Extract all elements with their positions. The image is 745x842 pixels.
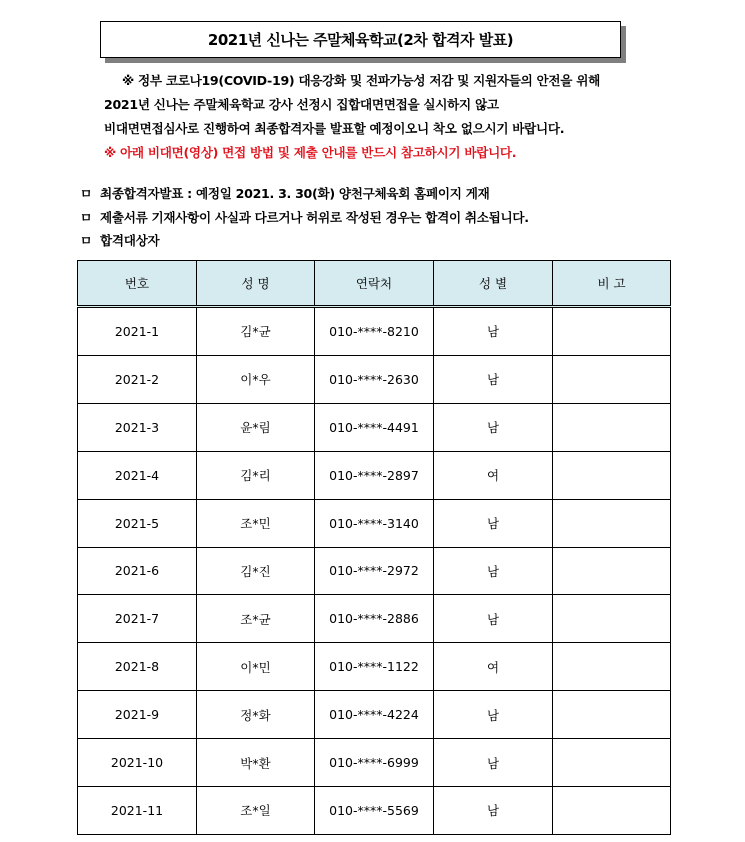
cell-number: 2021-10 bbox=[78, 739, 197, 787]
cell-gender: 남 bbox=[434, 595, 553, 643]
table-row bbox=[78, 595, 671, 643]
cell-contact: 010-****-2886 bbox=[315, 595, 434, 643]
table-row bbox=[78, 547, 671, 595]
table-row bbox=[78, 355, 671, 403]
cell-remarks bbox=[553, 451, 671, 499]
cell-name: 윤*림 bbox=[197, 403, 315, 451]
cell-gender: 남 bbox=[434, 691, 553, 739]
cell-number: 2021-2 bbox=[78, 355, 197, 403]
header-name: 성 명 bbox=[197, 261, 315, 307]
cell-contact: 010-****-4491 bbox=[315, 403, 434, 451]
cell-name: 조*일 bbox=[197, 786, 315, 834]
notice-line-3: 비대면면접심사로 진행하여 최종합격자를 발표할 예정이오니 착오 없으시기 바랍니다. bbox=[104, 121, 565, 136]
table-row bbox=[78, 739, 671, 787]
notice-line-2: 2021년 신나는 주말체육학교 강사 선정시 집합대면면접을 실시하지 않고 bbox=[104, 97, 499, 112]
cell-name: 정*화 bbox=[197, 691, 315, 739]
cell-gender: 남 bbox=[434, 499, 553, 547]
table-row bbox=[78, 403, 671, 451]
cell-number: 2021-1 bbox=[78, 307, 197, 356]
cell-name: 이*민 bbox=[197, 643, 315, 691]
bullet-icon: ㅁ bbox=[80, 209, 92, 225]
cell-remarks bbox=[553, 739, 671, 787]
successful-applicants-table bbox=[77, 260, 671, 835]
cell-name: 김*균 bbox=[197, 307, 315, 356]
cell-gender: 남 bbox=[434, 786, 553, 834]
cell-contact: 010-****-3140 bbox=[315, 499, 434, 547]
cell-name: 김*진 bbox=[197, 547, 315, 595]
notice-line-1: ※ 정부 코로나19(COVID-19) 대응강화 및 전파가능성 저감 및 지원자들의 안전을 위해 bbox=[122, 73, 600, 88]
cell-gender: 남 bbox=[434, 355, 553, 403]
cell-number: 2021-5 bbox=[78, 499, 197, 547]
info-item-targets bbox=[80, 229, 720, 253]
cell-contact: 010-****-1122 bbox=[315, 643, 434, 691]
header-contact: 연락처 bbox=[315, 261, 434, 307]
cell-contact: 010-****-8210 bbox=[315, 307, 434, 356]
info-item-announcement bbox=[80, 182, 720, 206]
cell-contact: 010-****-5569 bbox=[315, 786, 434, 834]
cell-gender: 남 bbox=[434, 307, 553, 356]
table-header-row bbox=[78, 261, 671, 307]
table-row bbox=[78, 307, 671, 356]
bullet-icon: ㅁ bbox=[80, 233, 92, 248]
header-gender: 성 별 bbox=[434, 261, 553, 307]
cell-number: 2021-8 bbox=[78, 643, 197, 691]
cell-contact: 010-****-4224 bbox=[315, 691, 434, 739]
cell-remarks bbox=[553, 307, 671, 356]
cell-contact: 010-****-2972 bbox=[315, 547, 434, 595]
info-item-text: 제출서류 기재사항이 사실과 다르거나 허위로 작성된 경우는 합격이 취소됩니다. bbox=[100, 209, 529, 225]
cell-number: 2021-3 bbox=[78, 403, 197, 451]
notice-warning: ※ 아래 비대면(영상) 면접 방법 및 제출 안내를 반드시 참고하시기 바랍니다. bbox=[104, 145, 517, 160]
cell-gender: 남 bbox=[434, 547, 553, 595]
bullet-icon: ㅁ bbox=[80, 186, 92, 201]
cell-remarks bbox=[553, 499, 671, 547]
cell-name: 조*균 bbox=[197, 595, 315, 643]
header-remarks: 비 고 bbox=[553, 261, 671, 307]
cell-number: 2021-7 bbox=[78, 595, 197, 643]
cell-contact: 010-****-2630 bbox=[315, 355, 434, 403]
cell-gender: 남 bbox=[434, 403, 553, 451]
cell-remarks bbox=[553, 595, 671, 643]
cell-remarks bbox=[553, 355, 671, 403]
cell-number: 2021-6 bbox=[78, 547, 197, 595]
cell-remarks bbox=[553, 547, 671, 595]
cell-number: 2021-9 bbox=[78, 691, 197, 739]
cell-gender: 여 bbox=[434, 451, 553, 499]
table-row bbox=[78, 499, 671, 547]
table-row bbox=[78, 451, 671, 499]
cell-name: 김*리 bbox=[197, 451, 315, 499]
cell-name: 조*민 bbox=[197, 499, 315, 547]
cell-gender: 남 bbox=[434, 739, 553, 787]
cell-number: 2021-4 bbox=[78, 451, 197, 499]
header-number: 번호 bbox=[78, 261, 197, 307]
notice-block bbox=[104, 69, 704, 165]
info-list bbox=[80, 182, 720, 253]
cell-remarks bbox=[553, 691, 671, 739]
page-title: 2021년 신나는 주말체육학교(2차 합격자 발표) bbox=[100, 21, 621, 58]
info-item-documents bbox=[80, 206, 720, 230]
cell-number: 2021-11 bbox=[78, 786, 197, 834]
cell-remarks bbox=[553, 403, 671, 451]
table-row bbox=[78, 786, 671, 834]
cell-contact: 010-****-2897 bbox=[315, 451, 434, 499]
cell-gender: 여 bbox=[434, 643, 553, 691]
info-item-text: 최종합격자발표 : 예정일 2021. 3. 30(화) 양천구체육회 홈페이지 게재 bbox=[100, 186, 490, 201]
info-item-text: 합격대상자 bbox=[100, 233, 160, 248]
cell-contact: 010-****-6999 bbox=[315, 739, 434, 787]
cell-name: 이*우 bbox=[197, 355, 315, 403]
cell-name: 박*환 bbox=[197, 739, 315, 787]
table-row bbox=[78, 643, 671, 691]
table-row bbox=[78, 691, 671, 739]
cell-remarks bbox=[553, 786, 671, 834]
cell-remarks bbox=[553, 643, 671, 691]
